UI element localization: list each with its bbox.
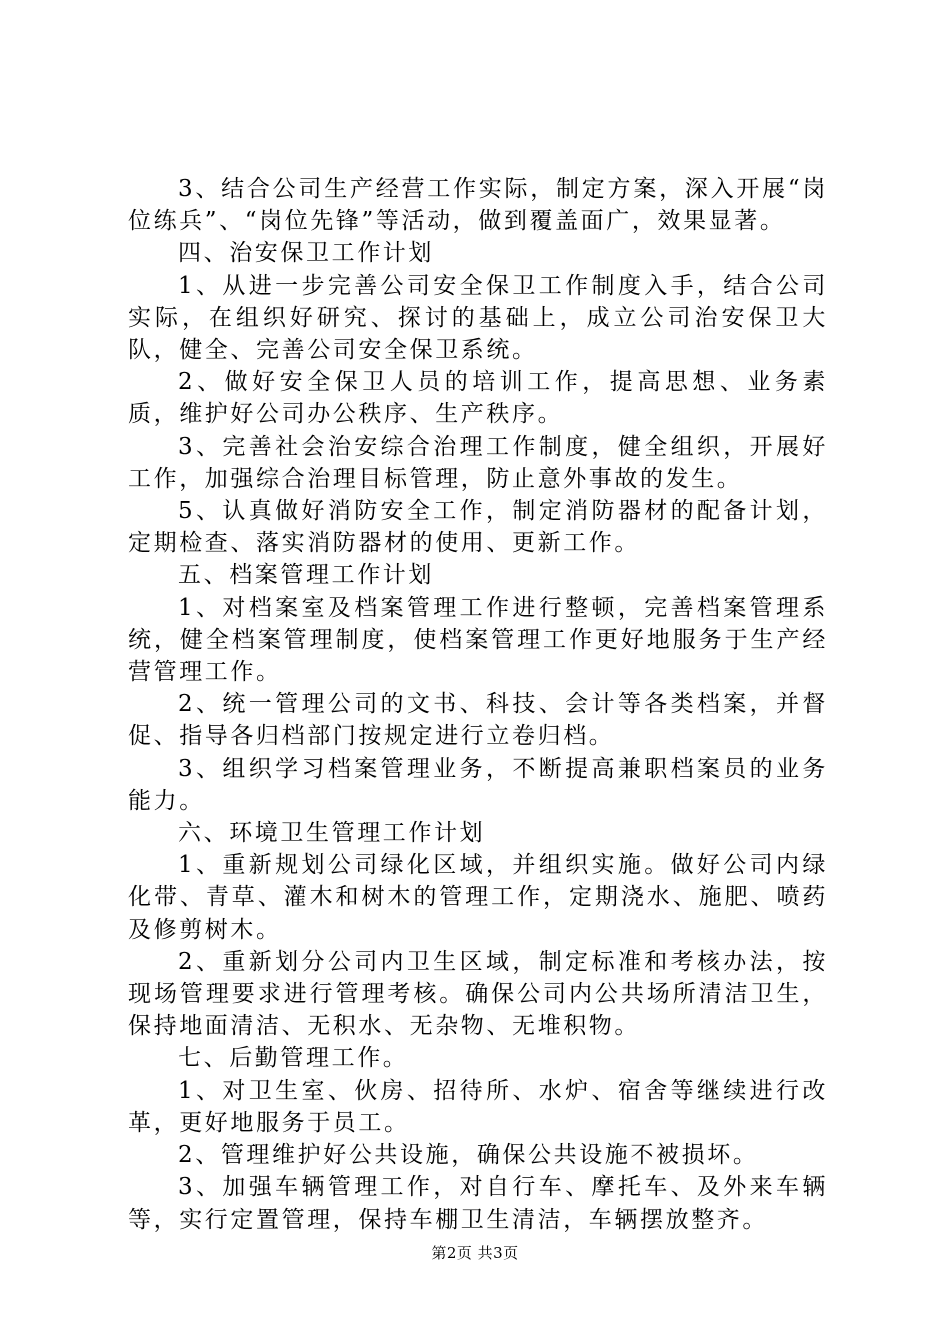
paragraph-logistics-2: 2、管理维护好公共设施，确保公共设施不被损坏。 [178,1142,759,1169]
paragraph-archives-1: 1、对档案室及档案管理工作进行整顿，完善档案管理系统，健全档案管理制度，使档案管理工作更好地服务于生产经营管理工作。 [128,594,828,686]
section-heading-environment: 六、环境卫生管理工作计划 [178,820,486,847]
paragraph-logistics-3: 3、加强车辆管理工作，对自行车、摩托车、及外来车辆等，实行定置管理，保持车棚卫生清洁，车辆摆放整齐。 [128,1174,828,1233]
paragraph-security-2: 2、做好安全保卫人员的培训工作，提高思想、业务素质，维护好公司办公秩序、生产秩序。 [128,369,828,428]
paragraph-environment-2: 2、重新划分公司内卫生区域，制定标准和考核办法，按现场管理要求进行管理考核。确保公司内公共场所清洁卫生，保持地面清洁、无积水、无杂物、无堆积物。 [128,948,828,1040]
paragraph-environment-1: 1、重新规划公司绿化区域，并组织实施。做好公司内绿化带、青草、灌木和树木的管理工作，定期浇水、施肥、喷药及修剪树木。 [128,852,828,943]
paragraph-security-1: 1、从进一步完善公司安全保卫工作制度入手，结合公司实际，在组织好研究、探讨的基础上，成立公司治安保卫大队，健全、完善公司安全保卫系统。 [128,272,828,364]
paragraph-security-5: 5、认真做好消防安全工作，制定消防器材的配备计划，定期检查、落实消防器材的使用、更新工作。 [128,498,828,557]
paragraph-logistics-1: 1、对卫生室、伙房、招待所、水炉、宿舍等继续进行改革，更好地服务于员工。 [128,1077,828,1136]
paragraph-item3-training: 3、结合公司生产经营工作实际，制定方案，深入开展“岗位练兵”、“岗位先锋”等活动，做到覆盖面广，效果显著。 [128,176,828,235]
document-body [128,173,828,1236]
section-heading-security: 四、治安保卫工作计划 [178,240,434,267]
page-number-footer: 第2页 共3页 [431,1244,519,1262]
section-heading-archives: 五、档案管理工作计划 [178,562,434,589]
paragraph-security-3: 3、完善社会治安综合治理工作制度，健全组织，开展好工作，加强综合治理目标管理，防止意外事故的发生。 [128,433,828,492]
paragraph-archives-2: 2、统一管理公司的文书、科技、会计等各类档案，并督促、指导各归档部门按规定进行立卷归档。 [128,691,828,750]
paragraph-archives-3: 3、组织学习档案管理业务，不断提高兼职档案员的业务能力。 [128,755,828,814]
section-heading-logistics: 七、后勤管理工作。 [178,1045,409,1072]
